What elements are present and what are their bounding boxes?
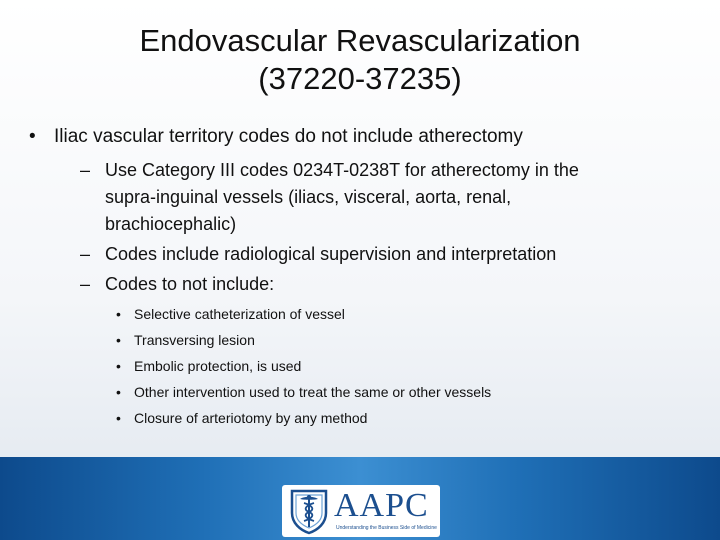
list-item-closure-arteriotomy: Closure of arteriotomy by any method bbox=[134, 410, 368, 426]
dash-marker: – bbox=[80, 244, 91, 264]
slide-title bbox=[0, 22, 720, 98]
list-item-other-intervention: Other intervention used to treat the same or other vessels bbox=[134, 384, 492, 400]
subbullet-radiological: Codes include radiological supervision and interpretation bbox=[105, 244, 557, 264]
list-item-embolic-protection: Embolic protection, is used bbox=[134, 358, 302, 374]
subbullet-category-iii-line-1: Use Category III codes 0234T-0238T for atherectomy in the bbox=[105, 160, 579, 180]
title-line-2: (37220-37235) bbox=[258, 61, 462, 96]
bullet-iliac-territory: Iliac vascular territory codes do not include atherectomy bbox=[54, 126, 523, 147]
logo-tagline: Understanding the Business Side of Medicine bbox=[336, 525, 437, 531]
aapc-logo bbox=[282, 485, 440, 537]
subbullet-not-include: Codes to not include: bbox=[105, 274, 275, 294]
dash-marker: – bbox=[80, 160, 91, 180]
small-bullet-marker: • bbox=[116, 332, 121, 348]
small-bullet-marker: • bbox=[116, 384, 121, 400]
small-bullet-marker: • bbox=[116, 306, 121, 322]
subbullet-category-iii-line-2: supra-inguinal vessels (iliacs, visceral, aorta, renal, bbox=[105, 187, 512, 207]
logo-wordmark: AAPC bbox=[334, 487, 429, 524]
subbullet-category-iii-line-3: brachiocephalic) bbox=[105, 214, 237, 234]
caduceus-shield-icon bbox=[288, 487, 330, 535]
title-line-1: Endovascular Revascularization bbox=[139, 23, 581, 58]
list-item-transversing-lesion: Transversing lesion bbox=[134, 332, 255, 348]
bullet-marker: • bbox=[29, 126, 36, 147]
list-item-selective-catheterization: Selective catheterization of vessel bbox=[134, 306, 345, 322]
small-bullet-marker: • bbox=[116, 358, 121, 374]
dash-marker: – bbox=[80, 274, 91, 294]
small-bullet-marker: • bbox=[116, 410, 121, 426]
